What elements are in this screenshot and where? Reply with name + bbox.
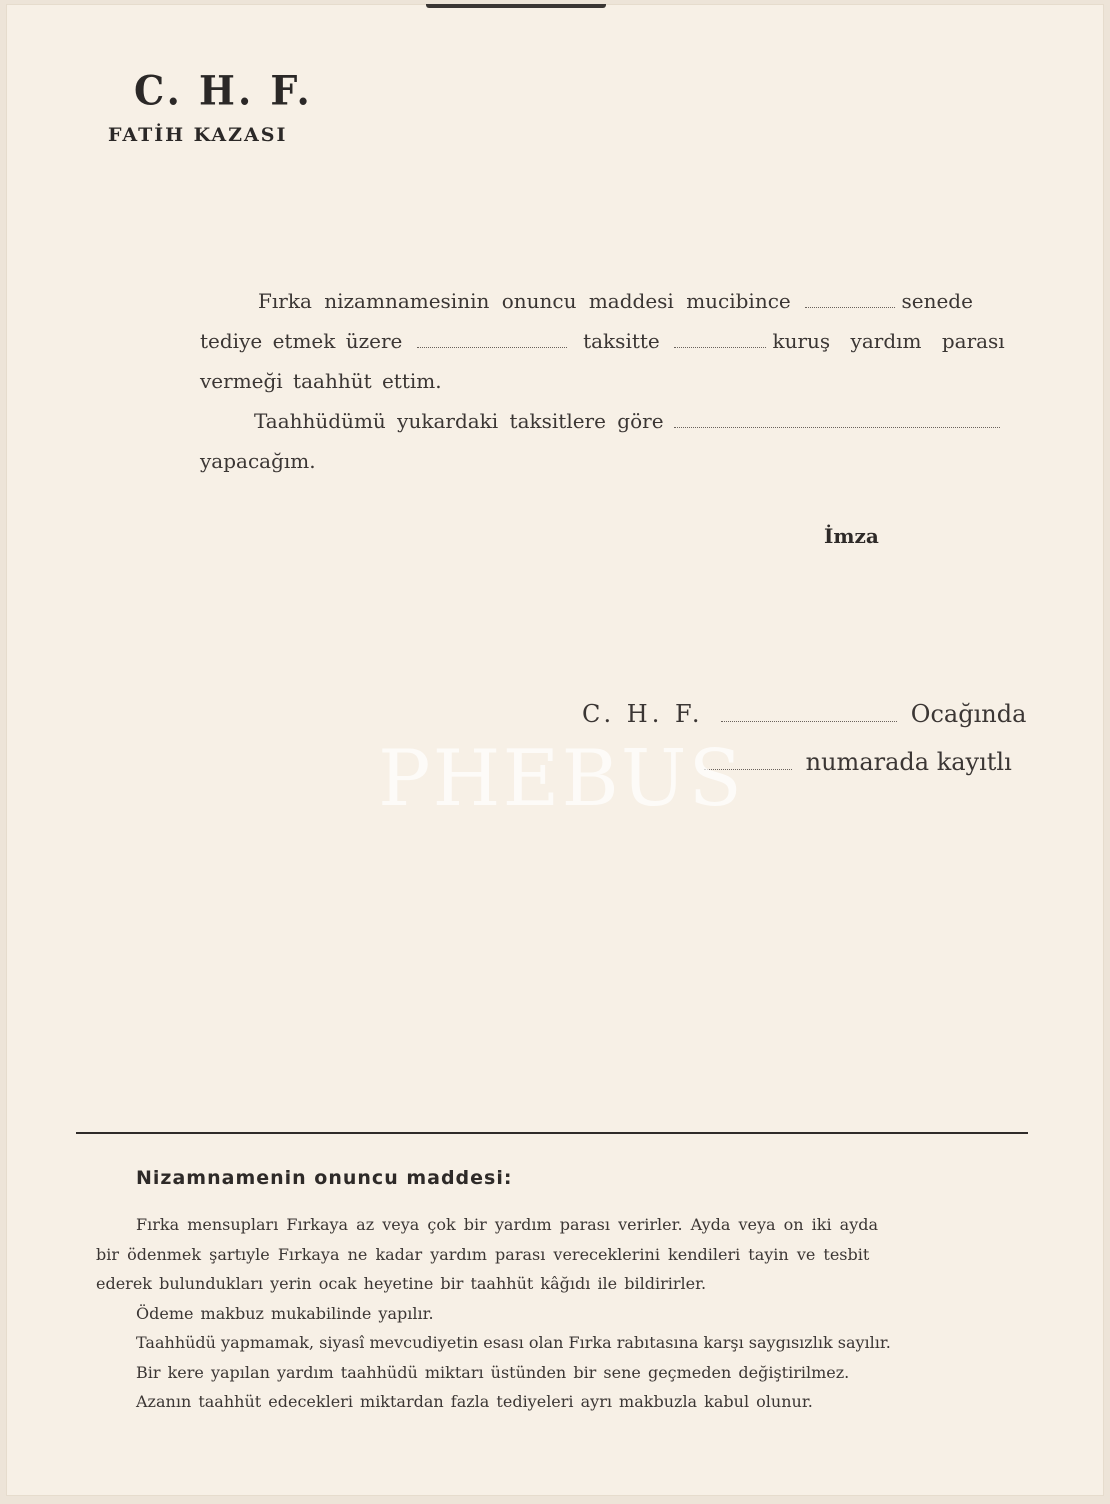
registration-place: Ocağında	[910, 700, 1027, 728]
article-line: Ödeme makbuz mukabilinde yapılır.	[136, 1303, 434, 1323]
article-line: bir ödenmek şartıyle Fırkaya ne kadar yardım parası vereceklerini kendileri tayin ve tesbit	[96, 1244, 870, 1264]
form-text: tediye etmek üzere	[200, 329, 403, 353]
blank-branch[interactable]	[721, 707, 897, 722]
article-line: Azanın taahhüt edecekleri miktardan fazla tediyeleri ayrı makbuzla kabul olunur.	[136, 1392, 813, 1411]
article-line: Bir kere yapılan yardım taahhüdü miktarı üstünden bir sene geçmeden değiştirilmez.	[136, 1362, 850, 1382]
form-text: taksitte	[583, 329, 660, 353]
article-text	[96, 1210, 1036, 1417]
document-page	[6, 4, 1104, 1496]
registration-line-2	[704, 748, 1012, 776]
form-line-3	[200, 369, 1018, 409]
blank-payment-plan[interactable]	[674, 413, 1000, 428]
registration-org: C. H. F.	[582, 700, 704, 728]
form-text: Taahhüdümü yukardaki taksitlere göre	[254, 409, 664, 433]
form-text: yapacağım.	[200, 449, 316, 473]
form-text: senede	[901, 289, 973, 313]
form-text: Fırka nizamnamesinin onuncu maddesi mucibince	[258, 289, 791, 313]
article-line: ederek bulundukları yerin ocak heyetine bir taahhüt kâğıdı ile bildirirler.	[96, 1274, 707, 1293]
registration-number: numarada kayıtlı	[805, 748, 1012, 776]
district-name: FATİH KAZASI	[108, 124, 288, 146]
form-line-5	[200, 449, 1018, 489]
form-text: vermeği taahhüt ettim.	[200, 369, 442, 393]
article-line: Taahhüdü yapmamak, siyasî mevcudiyetin esası olan Fırka rabıtasına karşı saygısızlık sayılır.	[136, 1333, 891, 1352]
watermark: PHEBUS	[378, 734, 744, 824]
org-logo: C. H. F.	[134, 66, 313, 115]
blank-years[interactable]	[805, 293, 895, 308]
signature-label: İmza	[824, 524, 879, 548]
form-text: kuruş yardım parası	[772, 329, 1005, 353]
registration-line-1	[582, 700, 1026, 728]
blank-amount[interactable]	[674, 333, 766, 348]
blank-installments[interactable]	[417, 333, 567, 348]
pledge-form	[200, 289, 1018, 489]
form-line-2	[200, 329, 1018, 369]
divider	[76, 1132, 1028, 1134]
form-line-1	[200, 289, 1018, 329]
form-line-4	[200, 409, 1018, 449]
article-title: Nizamnamenin onuncu maddesi:	[136, 1167, 513, 1189]
article-line: Fırka mensupları Fırkaya az veya çok bir yardım parası verirler. Ayda veya on iki ayda	[136, 1215, 879, 1234]
paper-edge-tab	[426, 4, 606, 8]
